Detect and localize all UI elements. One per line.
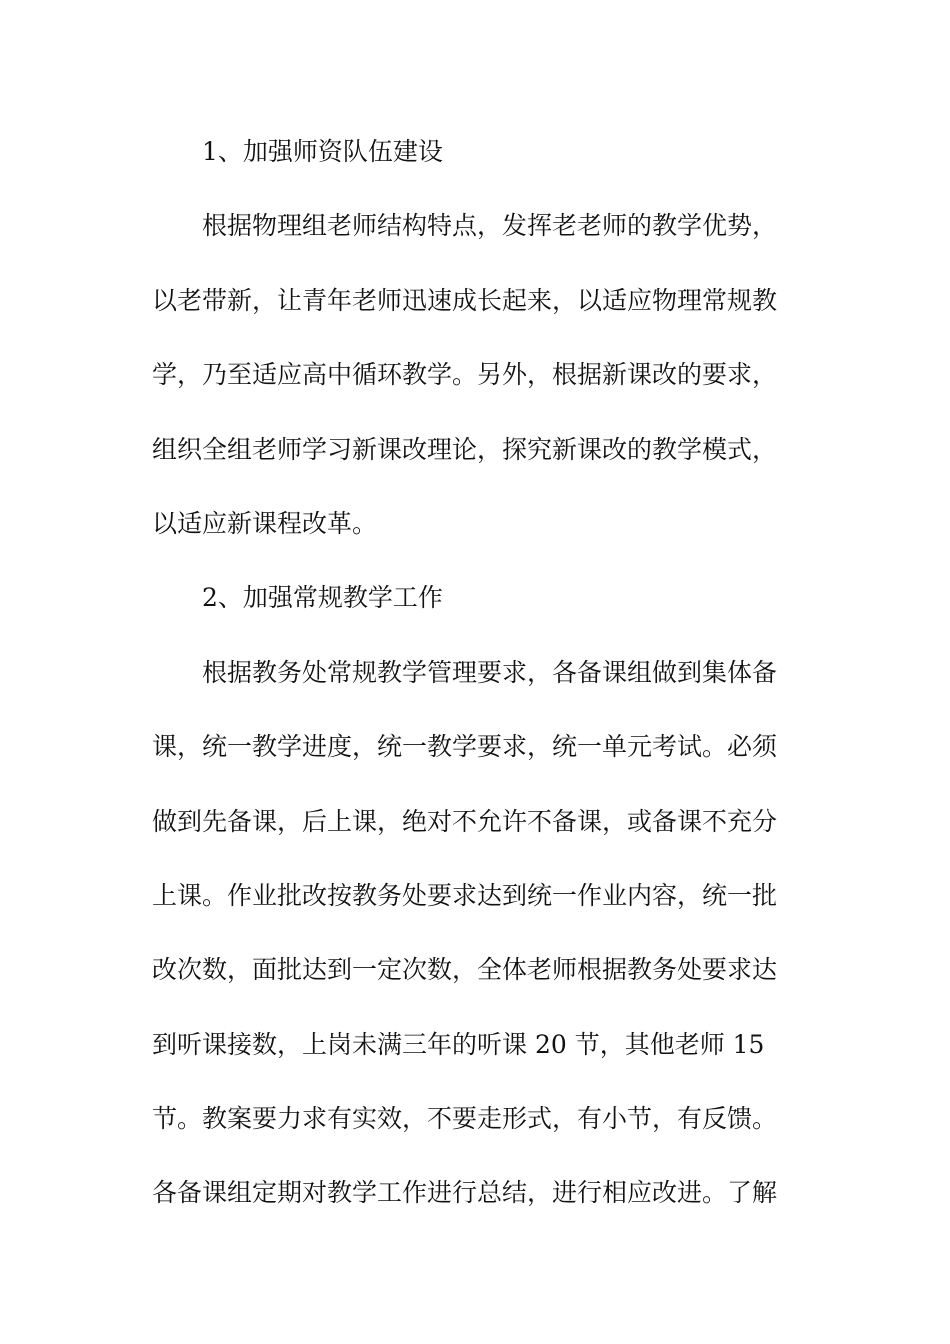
paragraph-line: 各备课组定期对教学工作进行总结，进行相应改进。了解 — [152, 1178, 778, 1208]
paragraph-line: 以老带新，让青年老师迅速成长起来，以适应物理常规教 — [152, 285, 778, 315]
paragraph-line: 学，乃至适应高中循环教学。另外，根据新课改的要求， — [152, 360, 778, 390]
paragraph-line: 组织全组老师学习新课改理论，探究新课改的教学模式， — [152, 434, 778, 464]
paragraph-line: 根据物理组老师结构特点，发挥老老师的教学优势， — [202, 211, 778, 241]
paragraph-line: 根据教务处常规教学管理要求，各备课组做到集体备 — [202, 657, 778, 687]
paragraph-line: 改次数，面批达到一定次数，全体老师根据教务处要求达 — [152, 955, 778, 985]
paragraph-line: 到听课接数，上岗未满三年的听课 20 节，其他老师 15 — [152, 1029, 765, 1059]
section-heading-2: 2、加强常规教学工作 — [202, 583, 443, 613]
paragraph-line: 节。教案要力求有实效，不要走形式，有小节，有反馈。 — [152, 1104, 778, 1134]
section-heading-1: 1、加强师资队伍建设 — [202, 137, 443, 166]
document-body — [152, 132, 792, 1248]
paragraph-line: 课，统一教学进度，统一教学要求，统一单元考试。必须 — [152, 732, 778, 762]
paragraph-line: 做到先备课，后上课，绝对不允许不备课，或备课不充分 — [152, 806, 778, 836]
paragraph-line: 上课。作业批改按教务处要求达到统一作业内容，统一批 — [152, 880, 778, 910]
paragraph-line: 以适应新课程改革。 — [152, 508, 378, 538]
